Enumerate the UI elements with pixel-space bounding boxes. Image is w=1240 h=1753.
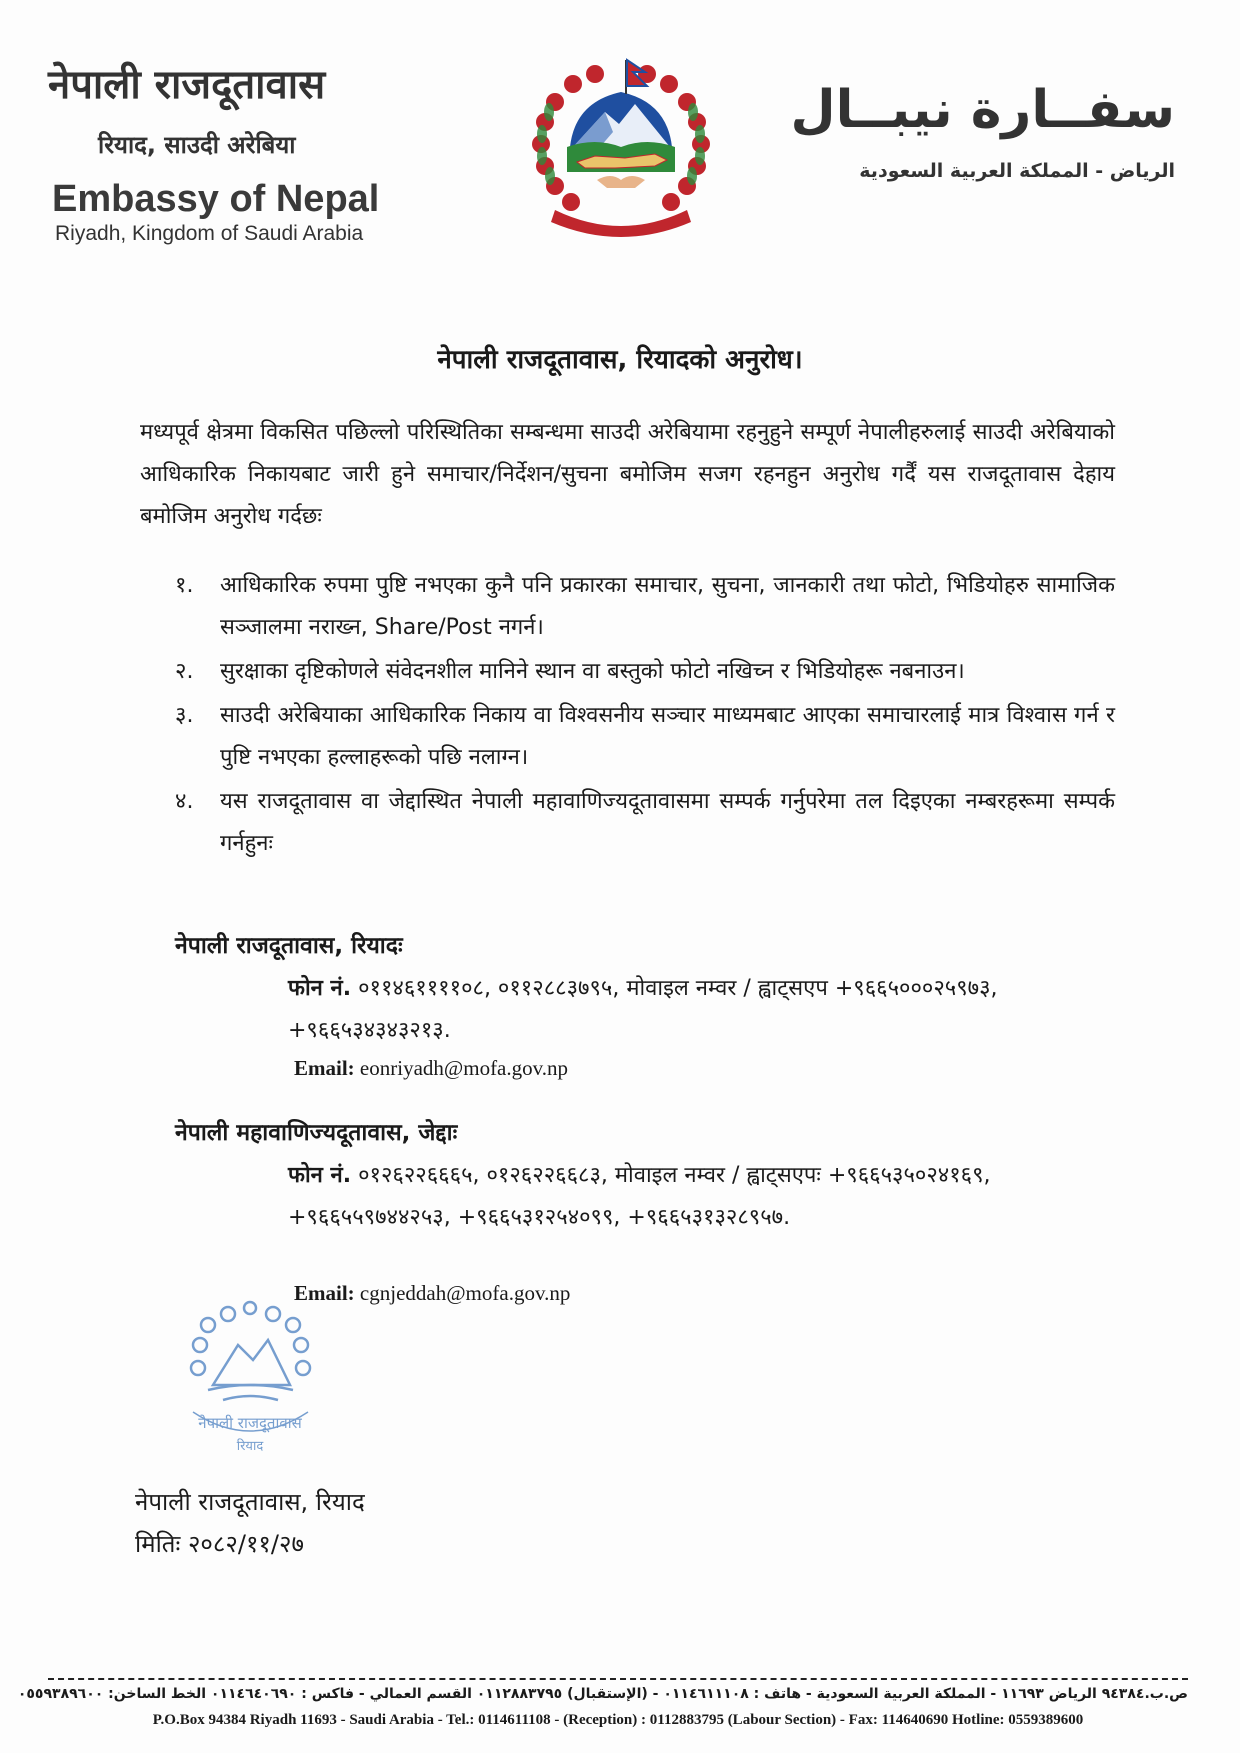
list-item (175, 651, 1115, 693)
list-item (175, 781, 1115, 865)
jeddah-phone-label: फोन नं. (288, 1163, 352, 1188)
list-item-number: ४. (175, 789, 194, 814)
list-item-text: आधिकारिक रुपमा पुष्टि नभएका कुनै पनि प्रकारका समाचार, सुचना, जानकारी तथा फोटो, भिडियोहरु सामाजिक सञ्जालमा नराख्न, Share/Post नगर्न। (220, 573, 1115, 640)
letterhead-name-nepali: नेपाली राजदूतावास (48, 62, 326, 108)
jeddah-contact-heading: नेपाली महावाणिज्यदूतावास, जेद्दाः (175, 1120, 458, 1146)
riyadh-phone-numbers: ०११४६११११०८, ०११२८८३७९५, मोवाइल नम्वर / ह्वाट्सएप +९६६५०००२५९७३, +९६६५३४३४३२१३. (288, 976, 998, 1043)
footer-address-arabic: ص.ب.٩٤٣٨٤ الرياض ١١٦٩٣ - المملكة العربية السعودية - هاتف : ٠١١٤٦١١١٠٨ - (الإستقبال) ٠١١٢٨٨٣٧٩٥ القسم العمالي - فاكس : ٠١١٤٦٤٠٦٩٠ الخط الساخن: ٠٥٥٩٣٨٩٦٠٠ (17, 1686, 1188, 1702)
list-item (175, 565, 1115, 649)
riyadh-email-label: Email: (294, 1056, 355, 1080)
footer-address-english: P.O.Box 94384 Riyadh 11693 - Saudi Arabia - Tel.: 0114611108 - (Reception) : 0112883795 (Labour Section) - Fax: 114640690 Hotline: 0559389600 (152, 1712, 1084, 1728)
nepal-national-emblem-icon (515, 52, 727, 242)
letterhead-name-english: Embassy of Nepal (52, 178, 380, 220)
riyadh-email-link[interactable]: eonriyadh@mofa.gov.np (359, 1056, 569, 1080)
request-list (175, 565, 1115, 867)
riyadh-phone-label: फोन नं. (288, 976, 352, 1001)
jeddah-email-label: Email: (294, 1281, 355, 1305)
notice-title: नेपाली राजदूतावास, रियादको अनुरोध। (437, 345, 803, 375)
notice-intro: मध्यपूर्व क्षेत्रमा विकसित पछिल्लो परिस्थितिका सम्बन्धमा साउदी अरेबियामा रहनुहुने सम्पूर्ण नेपालीहरुलाई साउदी अरेबियाको आधिकारिक निकायबाट जारी हुने समाचार/निर्देशन/सुचना बमोजिम सजग रहनहुन अनुरोध गर्दैं यस राजदूतावास देहाय बमोजिम अनुरोध गर्दछः (140, 420, 1115, 529)
letterhead-location-english: Riyadh, Kingdom of Saudi Arabia (55, 222, 364, 245)
list-item-text: यस राजदूतावास वा जेद्दास्थित नेपाली महावाणिज्यदूतावासमा सम्पर्क गर्नुपरेमा तल दिइएका नम्बरहरूमा सम्पर्क गर्नहुनः (220, 789, 1115, 856)
jeddah-email-link[interactable]: cgnjeddah@mofa.gov.np (359, 1281, 571, 1305)
signature-date: मितिः २०८२/११/२७ (135, 1530, 304, 1558)
list-item-text: सुरक्षाका दृष्टिकोणले संवेदनशील मानिने स्थान वा बस्तुको फोटो नखिच्न र भिडियोहरू नबनाउन। (220, 659, 965, 684)
stamp-text-line1: नेपाली राजदूतावास (198, 1414, 302, 1432)
list-item-number: १. (175, 573, 194, 598)
jeddah-email-line (294, 1281, 570, 1306)
list-item-number: २. (175, 659, 194, 684)
list-item (175, 695, 1115, 779)
embassy-stamp-icon (178, 1300, 323, 1460)
footer-divider (48, 1678, 1188, 1680)
signature-name: नेपाली राजदूतावास, रियाद (135, 1488, 365, 1516)
letterhead-name-arabic: سفــارة نيبــال (790, 80, 1175, 140)
letterhead-location-nepali: रियाद, साउदी अरेबिया (98, 131, 296, 159)
stamp-text-line2: रियाद (236, 1439, 264, 1454)
jeddah-phone-numbers: ०१२६२२६६६५, ०१२६२२६६८३, मोवाइल नम्वर / ह्वाट्सएपः +९६६५३५०२४१६९, +९६६५५९७४४२५३, +९६६५३१२५४०९९, +९६६५३१३२८९५७. (288, 1163, 991, 1230)
riyadh-contact-heading: नेपाली राजदूतावास, रियादः (175, 933, 403, 959)
list-item-number: ३. (175, 703, 194, 728)
list-item-text: साउदी अरेबियाका आधिकारिक निकाय वा विश्वसनीय सञ्चार माध्यमबाट आएका समाचारलाई मात्र विश्वास गर्न र पुष्टि नभएका हल्लाहरूको पछि नलाग्न। (220, 703, 1115, 770)
letterhead-location-arabic: الرياض - المملكة العربية السعودية (859, 160, 1175, 182)
riyadh-email-line (294, 1056, 568, 1081)
riyadh-phone-block (288, 968, 1118, 1052)
jeddah-phone-block (288, 1155, 1118, 1239)
